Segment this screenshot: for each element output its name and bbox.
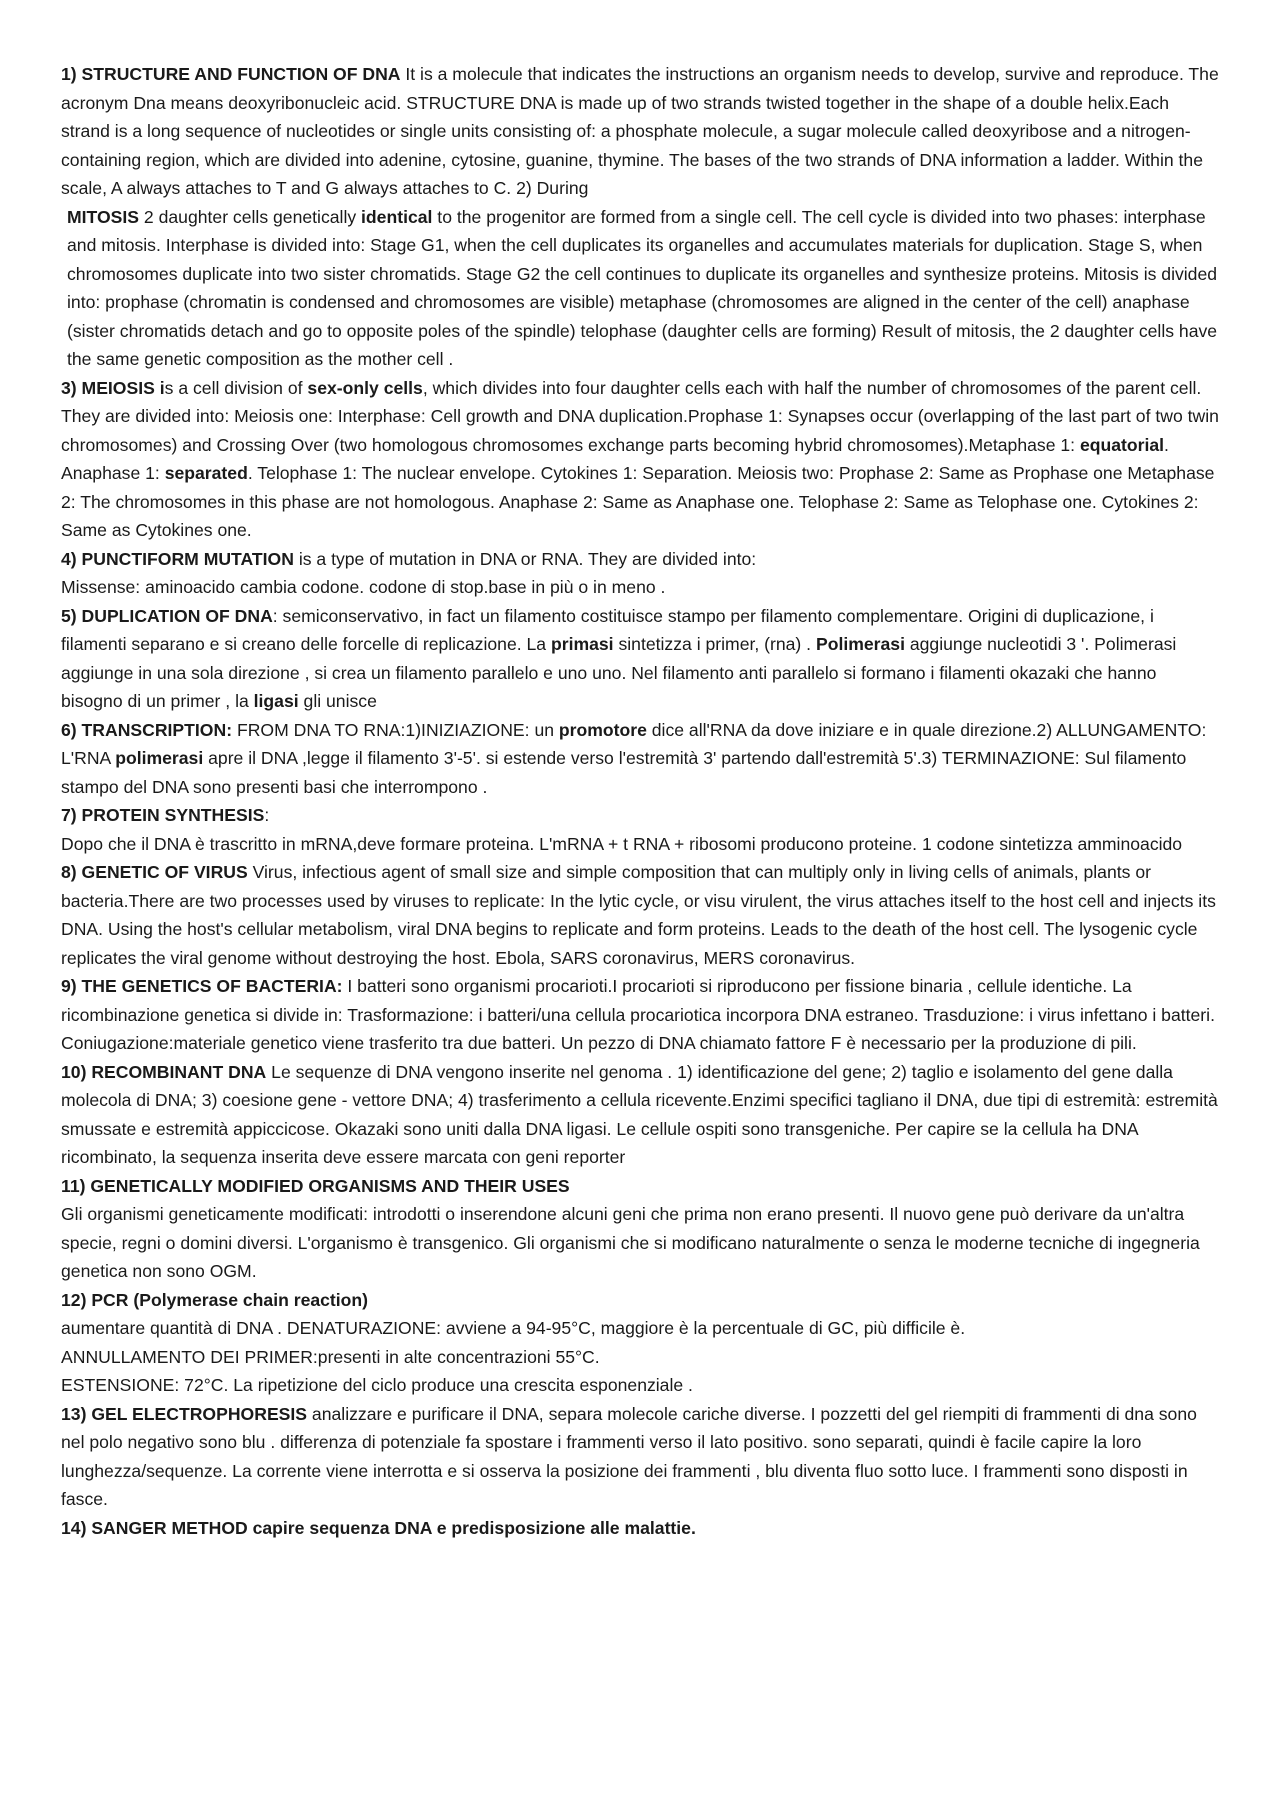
section-protein-synthesis (61, 801, 1222, 858)
section-bacteria-genetics (61, 972, 1222, 1058)
section-text: Dopo che il DNA è trascritto in mRNA,deve formare proteina. L'mRNA + t RNA + ribosomi producono proteine. 1 codone sintetizza amminoacido (61, 833, 1183, 854)
section-text: It is a molecule that indicates the instructions an organism needs to develop, survive and reproduce. The acronym Dna means deoxyribonucleic acid. STRUCTURE DNA is made up of two strands twisted together in the shape of a double helix.Each strand is a long sequence of nucleotides or single units consisting of: a phosphate molecule, a sugar molecule called deoxyribose and a nitrogen-containing region, which are divided into adenine, cytosine, guanine, thymine. The bases of the two strands of DNA information a ladder. Within the scale, A always attaches to T and G always attaches to C. 2) During (61, 64, 1219, 198)
section-heading: 6) TRANSCRIPTION: (61, 719, 233, 740)
section-dna-duplication (61, 602, 1222, 716)
section-heading: 12) PCR (Polymerase chain reaction) (61, 1289, 369, 1310)
section-meiosis (61, 374, 1222, 545)
section-gel-electrophoresis (61, 1400, 1222, 1514)
section-mitosis (61, 203, 1222, 374)
bold-term: promotore (558, 719, 647, 740)
section-text: Le sequenze di DNA vengono inserite nel genoma . 1) identificazione del gene; 2) taglio e isolamento del gene dalla molecola di DNA; 3) coesione gene - vettore DNA; 4) trasferimento a cellula ricevente.Enzimi specifici tagliano il DNA, due tipi di estremità: estremità smussate e estremità appiccicose. Okazaki sono uniti dalla DNA ligasi. Le cellule ospiti sono transgeniche. Per capire se la cellula ha DNA ricombinato, la sequenza inserita deve essere marcata con geni reporter (61, 1061, 1218, 1167)
section-text: 2 daughter cells genetically (139, 206, 362, 227)
bold-term: primasi (550, 634, 614, 654)
section-text: aumentare quantità di DNA . DENATURAZIONE: avviene a 94-95°C, maggiore è la percentuale di GC, più difficile è. (61, 1318, 966, 1338)
section-text: s a cell division of (164, 377, 308, 398)
section-recombinant-dna (61, 1058, 1222, 1172)
section-text: is a type of mutation in DNA or RNA. They are divided into: (293, 548, 757, 569)
section-text: dice all'RNA da dove iniziare e in quale direzione.2) ALLUNGAMENTO: L'RNA (61, 719, 1207, 768)
section-text: Missense: aminoacido cambia codone. codone di stop.base in più o in meno . (61, 577, 666, 597)
section-text: analizzare e purificare il DNA, separa molecole cariche diverse. I pozzetti del gel riempiti di frammenti di dna sono nel polo negativo sono blu . differenza di potenziale fa spostare i frammenti verso il lato positivo. sono separati, quindi è facile capire la loro lunghezza/sequenze. La corrente viene interrotta e si osserva la posizione dei frammenti , blu diventa fluo sotto luce. I frammenti sono disposti in fasce. (61, 1403, 1197, 1509)
section-text: FROM DNA TO RNA:1)INIZIAZIONE: un (232, 719, 559, 740)
section-text: : semiconservativo, in fact un filamento costituisce stampo per filamento complementare. Origini di duplicazione, i filamenti separano e si creano delle forcelle di replicazione. La (61, 605, 1154, 654)
section-transcription (61, 716, 1222, 802)
section-text: . Anaphase 1: (61, 434, 1169, 483)
section-heading: 11) GENETICALLY MODIFIED ORGANISMS AND THEIR USES (61, 1175, 570, 1196)
section-heading: 9) THE GENETICS OF BACTERIA: (61, 976, 343, 996)
section-heading: 3) MEIOSIS i (61, 377, 165, 398)
section-text: , which divides into four daughter cells each with half the number of chromosomes of the parent cell. They are divided into: Meiosis one: Interphase: Cell growth and DNA duplication.Prophase 1: Synapses occur (overlapping of the last part of two twin chromosomes) and Crossing Over (two homologous chromosomes exchange parts becoming hybrid chromosomes).Metaphase 1: (61, 377, 1219, 455)
section-dna-structure (61, 60, 1222, 203)
section-text: sintetizza i primer, (rna) . (613, 634, 816, 654)
section-text: gli unisce (298, 691, 377, 711)
bold-term: ligasi (253, 691, 299, 711)
bold-term: identical (361, 206, 433, 227)
section-text: to the progenitor are formed from a single cell. The cell cycle is divided into two phases: interphase and mitosis. Interphase is divided into: Stage G1, when the cell duplicates its organelles and accumulates materials for duplication. Stage S, when chromosomes duplicate into two sister chromatids. Stage G2 the cell continues to duplicate its organelles and synthesize proteins. Mitosis is divided into: prophase (chromatin is condensed and chromosomes are visible) metaphase (chromosomes are aligned in the center of the cell) anaphase (sister chromatids detach and go to opposite poles of the spindle) telophase (daughter cells are forming) Result of mitosis, the 2 daughter cells have the same genetic composition as the mother cell . (67, 206, 1218, 369)
section-heading: 10) RECOMBINANT DNA (61, 1061, 267, 1082)
section-text: ANNULLAMENTO DEI PRIMER:presenti in alte concentrazioni 55°C. (61, 1346, 600, 1367)
section-heading: 5) DUPLICATION OF DNA (61, 605, 273, 626)
section-virus-genetics (61, 858, 1222, 972)
section-text: apre il DNA ,legge il filamento 3'-5'. si estende verso l'estremità 3' partendo dall'estremità 5'.3) TERMINAZIONE: Sul filamento stampo del DNA sono presenti basi che interrompono . (61, 748, 1187, 797)
section-text: . Telophase 1: The nuclear envelope. Cytokines 1: Separation. Meiosis two: Prophase 2: Same as Prophase one Metaphase 2: The chromosomes in this phase are not homologous. Anaphase 2: Same as Anaphase one. Telophase 2: Same as Telophase one. Cytokines 2: Same as Cytokines one. (61, 463, 1215, 540)
section-text: ESTENSIONE: 72°C. La ripetizione del ciclo produce una crescita esponenziale . (61, 1375, 693, 1395)
bold-term: equatorial (1079, 434, 1165, 455)
section-heading: 7) PROTEIN SYNTHESIS (61, 805, 265, 825)
section-text: Gli organismi geneticamente modificati: introdotti o inserendone alcuni geni che prima non erano presenti. Il nuovo gene può derivare da un'altra specie, regni o domini diversi. L'organismo è transgenico. Gli organismi che si modificano naturalmente o senza le moderne tecniche di ingegneria genetica non sono OGM. (61, 1204, 1200, 1281)
section-heading: 8) GENETIC OF VIRUS (61, 862, 248, 882)
bold-term: sex-only cells (307, 377, 423, 398)
section-text: Virus, infectious agent of small size and simple composition that can multiply only in living cells of animals, plants or bacteria.There are two processes used by viruses to replicate: In the lytic cycle, or visu virulent, the virus attaches itself to the host cell and injects its DNA. Using the host's cellular metabolism, viral DNA begins to replicate and form proteins. Leads to the death of the host cell. The lysogenic cycle replicates the viral genome without destroying the host. Ebola, SARS coronavirus, MERS coronavirus. (61, 862, 1216, 968)
bold-term: separated (164, 463, 248, 483)
section-sanger-method (61, 1514, 1222, 1543)
section-pcr (61, 1286, 1222, 1400)
section-text: aggiunge nucleotidi 3 '. Polimerasi aggiunge in una sola direzione , si crea un filamento parallelo e uno uno. Nel filamento anti parallelo si formano i filamenti okazaki che hanno bisogno di un primer , la (61, 634, 1177, 711)
section-gmo (61, 1172, 1222, 1286)
section-heading: 1) STRUCTURE AND FUNCTION OF DNA (61, 64, 401, 84)
section-heading: 4) PUNCTIFORM MUTATION (61, 548, 294, 569)
section-heading: 14) SANGER METHOD capire sequenza DNA e predisposizione alle malattie. (61, 1517, 696, 1538)
section-heading: MITOSIS (67, 206, 140, 227)
section-text: : (264, 805, 270, 825)
bold-term: Polimerasi (815, 634, 905, 654)
bold-term: polimerasi (115, 748, 204, 768)
section-heading: 13) GEL ELECTROPHORESIS (61, 1403, 308, 1424)
section-punctiform-mutation (61, 545, 1222, 602)
section-text: I batteri sono organismi procarioti.I procarioti si riproducono per fissione binaria , cellule identiche. La ricombinazione genetica si divide in: Trasformazione: i batteri/una cellula procariotica incorpora DNA estraneo. Trasduzione: i virus infettano i batteri. Coniugazione:materiale genetico viene trasferito tra due batteri. Un pezzo di DNA chiamato fattore F è necessario per la produzione di pili. (61, 976, 1215, 1053)
